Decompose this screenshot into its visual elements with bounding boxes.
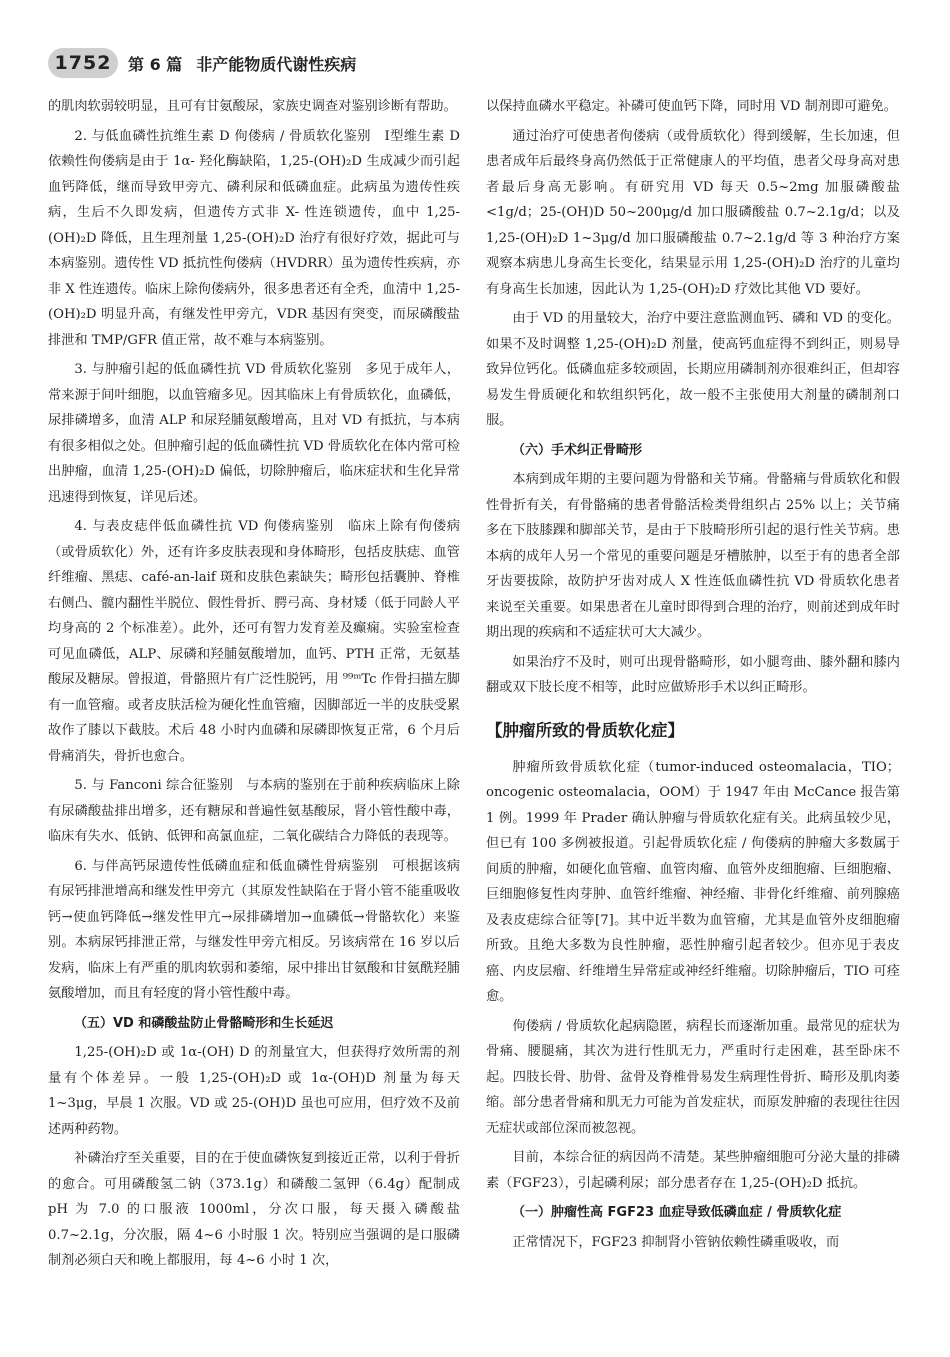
page-header bbox=[48, 46, 356, 80]
paragraph: 3. 与肿瘤引起的低血磷性抗 VD 骨质软化鉴别 多见于成年人，常来源于间叶细胞，以血管瘤多见。因其临床上有骨质软化，血磷低，尿排磷增多，血清 ALP 和尿羟脯氨酸增高，且对 VD 有抵抗，与本病有很多相似之处。但肿瘤引起的低血磷性抗 VD 骨质软化在体内常可检出肿瘤，血清 1,25-(OH)₂D 偏低，切除肿瘤后，临床症状和生化异常迅速得到恢复，详见后述。 bbox=[48, 362, 460, 505]
paragraph: 6. 与伴高钙尿遗传性低磷血症和低血磷性骨病鉴别 可根据该病有尿钙排泄增高和继发性甲旁亢（其原发性缺陷在于肾小管不能重吸收钙→使血钙降低→继发性甲亢→尿排磷增加→血磷低→骨骼软化）来鉴别。本病尿钙排泄正常，与继发性甲旁亢相反。另该病常在 16 岁以后发病，临床上有严重的肌肉软弱和萎缩，尿中排出甘氨酸和甘氨酰羟脯氨酸增加，而且有轻度的肾小管性酸中毒。 bbox=[48, 858, 460, 1001]
paragraph: 肿瘤所致骨质软化症（tumor-induced osteomalacia，TIO；oncogenic osteomalacia，OOM）于 1947 年由 McCance 报告第 1 例。1999 年 Prader 确认肿瘤与骨质软化症有关。此病虽较少见，但已有 100 多例被报道。引起骨质软化症 / 佝偻病的肿瘤大多数属于间质的肿瘤，如硬化血管瘤、血管肉瘤、血管外皮细胞瘤、巨细胞瘤、巨细胞修复性肉芽肿、血管纤维瘤、神经瘤、非骨化纤维瘤、前列腺癌及表皮痣综合征等[7]。其中近半数为血管瘤，尤其是血管外皮细胞瘤所致。且绝大多数为良性肿瘤，恶性肿瘤引起者较少。但亦见于表皮癌、内皮层瘤、纤维增生异常症或神经纤维瘤。切除肿瘤后，TIO 可痊愈。 bbox=[486, 759, 900, 1004]
paragraph: 以保持血磷水平稳定。补磷可使血钙下降，同时用 VD 制剂即可避免。 bbox=[486, 99, 897, 114]
paragraph: 正常情况下，FGF23 抑制肾小管钠依赖性磷重吸收，而 bbox=[512, 1234, 840, 1250]
page-number: 1752 bbox=[48, 48, 118, 78]
left-column bbox=[48, 94, 460, 1278]
paragraph: 2. 与低血磷性抗维生素 D 佝偻病 / 骨质软化鉴别 Ⅰ型维生素 D 依赖性佝偻病是由于 1α- 羟化酶缺陷，1,25-(OH)₂D 生成减少而引起血钙降低，继而导致甲旁亢、磷利尿和低磷血症。此病虽为遗传性疾病，生后不久即发病，但遗传方式非 X- 性连锁遗传，血中 1,25-(OH)₂D 降低，且生理剂量 1,25-(OH)₂D 治疗有很好疗效，据此可与本病鉴别。遗传性 VD 抵抗性佝偻病（HVDRR）虽为遗传性疾病，亦非 X 性连遗传。临床上除佝偻病外，很多患者还有全秃，血清中 1,25-(OH)₂D 明显升高，有继发性甲旁亢，VDR 基因有突变，而尿磷酸盐排泄和 TMP/GFR 值正常，故不难与本病鉴别。 bbox=[48, 128, 460, 348]
subsection-heading: （六）手术纠正骨畸形 bbox=[512, 442, 643, 458]
paragraph: 4. 与表皮痣伴低血磷性抗 VD 佝偻病鉴别 临床上除有佝偻病（或骨质软化）外，还有许多皮肤表现和身体畸形，包括皮肤痣、血管纤维瘤、黑痣、café-an-laif 斑和皮肤色素缺失；畸形包括囊肿、脊椎右侧凸、髋内翻性半脱位、假性骨折、腭弓高、身材矮（低于同龄人平均身高的 2 个标准差）。此外，还可有智力发育差及癫痫。实验室检查可见血磷低，ALP、尿磷和羟脯氨酸增加，血钙、PTH 正常，无氨基酸尿及糖尿。曾报道，骨骼照片有广泛性脱钙，用 ⁹⁹ᵐTc 作骨扫描左脚有一血管瘤。或者皮肤活检为硬化性血管瘤，因脚部近一半的皮肤受累故作了膝以下截肢。术后 48 小时内血磷和尿磷即恢复正常，6 个月后骨痛消失，骨折也愈合。 bbox=[48, 519, 460, 764]
paragraph: 由于 VD 的用量较大，治疗中要注意监测血钙、磷和 VD 的变化。如果不及时调整 1,25-(OH)₂D 剂量，使高钙血症得不到纠正，则易导致异位钙化。低磷血症多较顽固，长期应用磷制剂亦很难纠正，但却容易发生骨质硬化和软组织钙化，故一般不主张使用大剂量的磷制剂口服。 bbox=[486, 311, 900, 428]
section-heading: 【肿瘤所致的骨质软化症】 bbox=[486, 720, 684, 740]
paragraph: 的肌肉软弱较明显，且可有甘氨酸尿，家族史调查对鉴别诊断有帮助。 bbox=[48, 99, 457, 114]
right-column bbox=[486, 94, 900, 1259]
paragraph: 1,25-(OH)₂D 或 1α-(OH) D 的剂量宜大，但获得疗效所需的剂量有个体差异。一般 1,25-(OH)₂D 或 1α-(OH)D 剂量为每天 1~3μg，早晨 1 次服。VD 或 25-(OH)D 虽也可应用，但疗效不及前述两种药物。 bbox=[48, 1045, 460, 1137]
paragraph: 通过治疗可使患者佝偻病（或骨质软化）得到缓解，生长加速，但患者成年后最终身高仍然低于正常健康人的平均值，患者父母身高对患者最后身高无影响。有研究用 VD 每天 0.5~2mg 加服磷酸盐 <1g/d；25-(OH)D 50~200μg/d 加口服磷酸盐 0.7~2.1g/d；以及 1,25-(OH)₂D 1~3μg/d 加口服磷酸盐 0.7~2.1g/d 等 3 种治疗方案观察本病患儿身高生长变化，结果显示用 1,25-(OH)₂D 治疗的儿童均有身高生长加速，因此认为 1,25-(OH)₂D 疗效比其他 VD 要好。 bbox=[486, 128, 900, 297]
subsection-heading: （五）VD 和磷酸盐防止骨骼畸形和生长延迟 bbox=[74, 1015, 334, 1031]
paragraph: 如果治疗不及时，则可出现骨骼畸形，如小腿弯曲、膝外翻和膝内翻或双下肢长度不相等，此时应做矫形手术以纠正畸形。 bbox=[486, 654, 900, 695]
subsection-heading: （一）肿瘤性高 FGF23 血症导致低磷血症 / 骨质软化症 bbox=[512, 1205, 842, 1220]
paragraph: 佝偻病 / 骨质软化起病隐匿，病程长而逐渐加重。最常见的症状为骨痛、腰腿痛，其次为进行性肌无力，严重时行走困难，甚至卧床不起。四肢长骨、肋骨、盆骨及脊椎骨易发生病理性骨折、畸形及肌肉萎缩。部分患者骨痛和肌无力可能为首发症状，而原发肿瘤的表现往往因无症状或部位深而被忽视。 bbox=[486, 1018, 900, 1136]
paragraph: 补磷治疗至关重要，目的在于使血磷恢复到接近正常，以利于骨折的愈合。可用磷酸氢二钠（373.1g）和磷酸二氢钾（6.4g）配制成 pH 为 7.0 的口服液 1000ml，分次口服，每天摄入磷酸盐 0.7~2.1g，分次服，隔 4~6 小时服 1 次。特别应当强调的是口服磷制剂必须白天和晚上都服用，每 4~6 小时 1 次， bbox=[48, 1151, 460, 1268]
running-title: 非产能物质代谢性疾病 bbox=[196, 54, 357, 74]
paragraph: 5. 与 Fanconi 综合征鉴别 与本病的鉴别在于前种疾病临床上除有尿磷酸盐排出增多，还有糖尿和普遍性氨基酸尿，肾小管性酸中毒，临床有失水、低钠、低钾和高氯血症，二氧化碳结合力降低的表现等。 bbox=[48, 778, 460, 844]
part-label: 第 6 篇 bbox=[128, 54, 183, 74]
paragraph: 目前，本综合征的病因尚不清楚。某些肿瘤细胞可分泌大量的排磷素（FGF23），引起磷利尿；部分患者存在 1,25-(OH)₂D 抵抗。 bbox=[486, 1150, 900, 1191]
paragraph: 本病到成年期的主要问题为骨骼和关节痛。骨骼痛与骨质软化和假性骨折有关，有骨骼痛的患者骨骼活检类骨组织占 25% 以上；关节痛多在下肢膝踝和脚部关节，是由于下肢畸形所引起的退行性关节病。患本病的成年人另一个常见的重要问题是牙槽脓肿，以至于有的患者全部牙齿要拔除，故防护牙齿对成人 X 性连低血磷性抗 VD 骨质软化患者来说至关重要。如果患者在儿童时即得到合理的治疗，则前述到成年时期出现的疾病和不适症状可大大减少。 bbox=[486, 472, 900, 640]
